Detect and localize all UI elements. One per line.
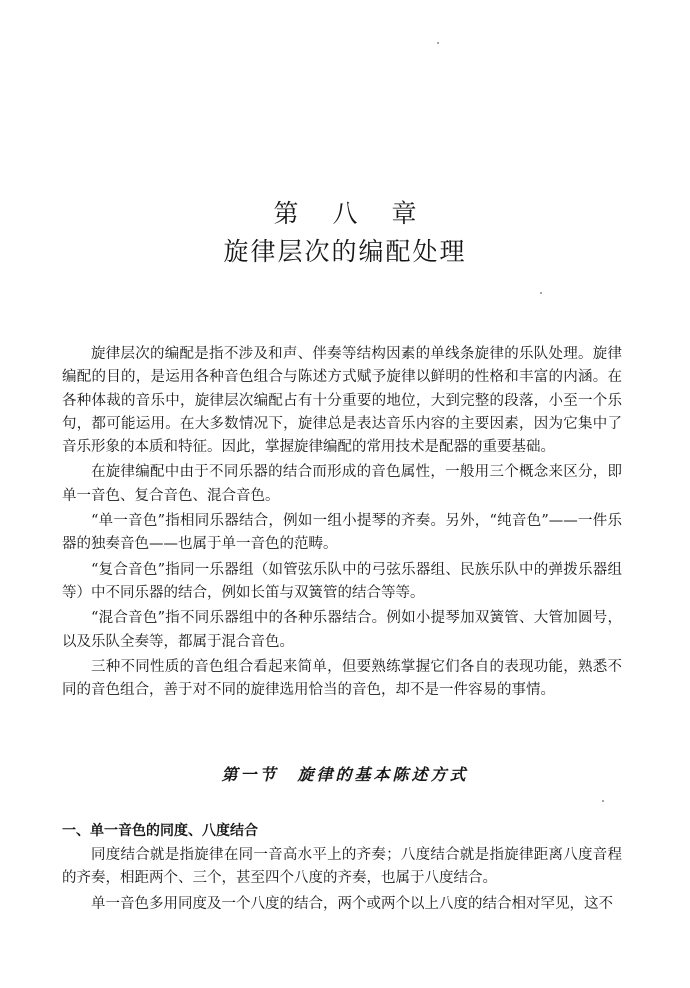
paragraph: “单一音色”指相同乐器结合，例如一组小提琴的齐奏。另外，“纯音色”——一件乐器的独奏音色——也属于单一音色的范畴。 — [62, 513, 622, 553]
intro-text — [62, 343, 622, 704]
speck — [437, 42, 439, 44]
paragraph: 三种不同性质的音色组合看起来简单，但要熟练掌握它们各自的表现功能，熟悉不同的音色组合，善于对不同的旋律选用恰当的音色，却不是一件容易的事情。 — [62, 658, 622, 699]
section-text — [62, 844, 622, 918]
paragraph: 在旋律编配中由于不同乐器的结合而形成的音色属性，一般用三个概念来区分，即单一音色、复合音色、混合音色。 — [62, 464, 622, 504]
section-title: 第一节 旋律的基本陈述方式 — [221, 765, 469, 784]
chapter-number: 第八章 — [273, 199, 451, 228]
subsection-title: 一、单一音色的同度、八度结合 — [62, 823, 258, 839]
paragraph: 同度结合就是指旋律在同一音高水平上的齐奏；八度结合就是指旋律距离八度音程的齐奏，相距两个、三个，甚至四个八度的齐奏，也属于八度结合。 — [62, 847, 622, 887]
paragraph: “混合音色”指不同乐器组中的各种乐器结合。例如小提琴加双簧管、大管加圆号，以及乐队全奏等，都属于混合音色。 — [62, 610, 622, 650]
paragraph: 单一音色多用同度及一个八度的结合，两个或两个以上八度的结合相对罕见，这不 — [91, 895, 613, 912]
speck — [602, 800, 604, 802]
paragraph: “复合音色”指同一乐器组（如管弦乐队中的弓弦乐器组、民族乐队中的弹拨乐器组等）中不同乐器的结合，例如长笛与双簧管的结合等等。 — [62, 561, 622, 601]
paragraph: 旋律层次的编配是指不涉及和声、伴奏等结构因素的单线条旋律的乐队处理。旋律编配的目的，是运用各种音色组合与陈述方式赋予旋律以鲜明的性格和丰富的内涵。在各种体裁的音乐中，旋律层次编配占有十分重要的地位，大到完整的段落，小至一个乐句，都可能运用。在大多数情况下，旋律总是表达音乐内容的主要因素，因为它集中了音乐形象的本质和特征。因此，掌握旋律编配的常用技术是配器的重要基础。 — [62, 346, 622, 456]
speck — [540, 292, 542, 294]
chapter-title: 旋律层次的编配处理 — [223, 237, 467, 266]
